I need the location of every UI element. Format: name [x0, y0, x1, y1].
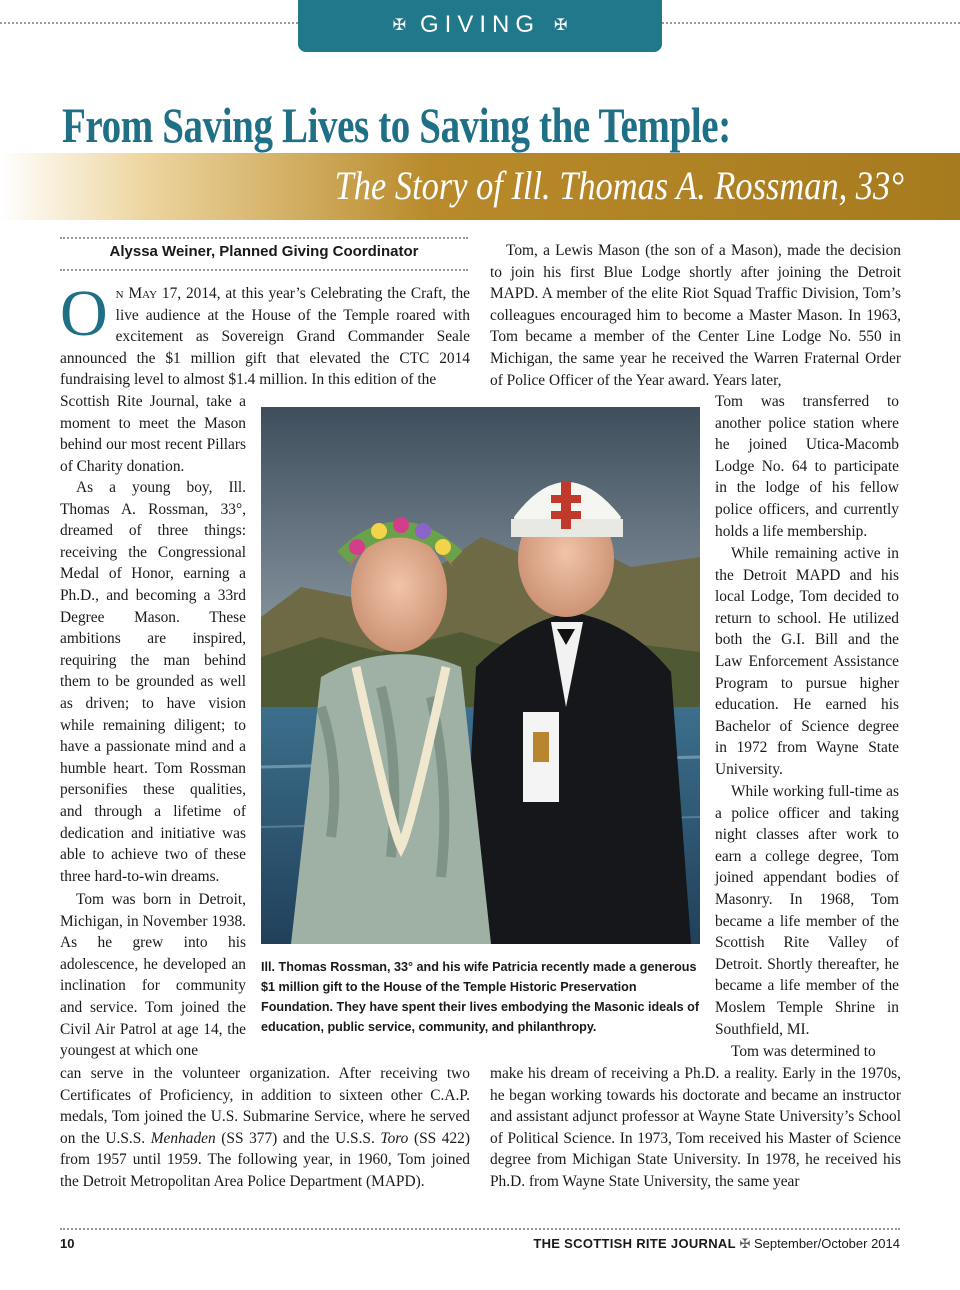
drop-cap: O — [60, 277, 108, 350]
right-narrow-2: While remaining active in the Detroit MAPD and his local Lodge, Tom decided to return to school. He utilized both the G.I. Bill and the Law Enforcement Assistance Program to pursue higher education. He earned his Bachelor of Science degree in 1972 from Wayne State University. — [715, 545, 899, 778]
footer-rule — [60, 1228, 900, 1230]
couple-photo — [261, 407, 700, 944]
left-narrow-2: As a young boy, Ill. Thomas A. Rossman, 33°, dreamed of three things: receiving the Congressional Medal of Honor, earning a Ph.D., and becoming a 33rd Degree Mason. These ambitions are inspired, requiring the man behind them to be grounded as well as driven; to have vision while remaining diligent; to have a passionate mind and a humble heart. Tom Rossman personifies these qualities, and through a lifetime of dedication and initiative was able to achieve two of these three hard-to-win dreams. — [60, 479, 246, 885]
right-narrow-1: Tom was transferred to another police station where he joined Utica-Macomb Lodge No. 64 to participate in the lodge of his fellow police officers, and currently holds a life membership. — [715, 393, 899, 540]
cross-icon: ✠ — [739, 1236, 751, 1251]
left-bottom — [60, 1063, 470, 1193]
left-narrow-3: Tom was born in Detroit, Michigan, in November 1938. As he grew into his adolescence, he developed an inclination for community and service. Tom joined the Civil Air Patrol at age 14, the youngest at which one — [60, 891, 246, 1060]
article-title: From Saving Lives to Saving the Temple: — [62, 97, 731, 153]
header-rule-left — [0, 22, 298, 24]
ship-name: Menhaden — [150, 1129, 216, 1147]
right-bottom: make his dream of receiving a Ph.D. a reality. Early in the 1970s, he began working towards his doctorate and became an instructor and assistant adjunct professor at Wayne State University’s School of Political Science. In 1973, Tom received his Master of Science degree from Michigan State University. In 1978, he received his Ph.D. from Wayne State University, the same year — [490, 1065, 901, 1190]
byline: Alyssa Weiner, Planned Giving Coordinator — [109, 243, 419, 260]
ship-name: Toro — [380, 1129, 409, 1147]
photo-illustration — [261, 407, 700, 944]
header-rule-right — [662, 22, 960, 24]
page-number: 10 — [60, 1236, 75, 1251]
left-paragraph-1 — [60, 277, 470, 391]
journal-name: THE SCOTTISH RITE JOURNAL — [533, 1236, 736, 1251]
byline-rule-bottom — [60, 269, 468, 271]
photo-caption: Ill. Thomas Rossman, 33° and his wife Patricia recently made a generous $1 million gift to the House of the Temple Historic Preservation Foundation. They have spent their lives embodying the Masonic ideals of education, public service, community, and philanthropy. — [261, 960, 700, 1034]
left-bottom-text-1: can serve in the volunteer organization. After receiving two Certificates of Proficiency, in addition to sixteen other C.A.P. medals, Tom joined the U.S. Submarine Service, where he served on the U.S.S. — [60, 1065, 470, 1147]
cross-icon: ✠ — [392, 17, 406, 34]
publication-line — [533, 1236, 900, 1252]
right-narrow-4: Tom was determined to — [731, 1043, 876, 1060]
left-paragraph-1-text: 17, 2014, at this year’s Celebrating the Craft, the live audience at the House of the Temple roared with excitement as Sovereign Grand Commander Seale announced the $1 million gift that elevated the CTC 2014 fundraising level to almost $1.4 million. In this edition of the — [60, 285, 470, 389]
right-narrow-3: While working full-time as a police officer and taking night classes after work to earn a college degree, Tom joined appendant bodies of Masonry. In 1968, Tom became a life member of the Scottish Rite Valley of Detroit. Shortly thereafter, he became a life member of the Moslem Temple Shrine in Southfield, MI. — [715, 783, 899, 1038]
left-bottom-text-2: (SS 377) and the U.S.S. — [215, 1129, 381, 1147]
byline-rule-top — [60, 237, 468, 239]
issue-date: September/October 2014 — [754, 1236, 900, 1251]
left-narrow-1: Scottish Rite Journal, take a moment to meet the Mason behind our most recent Pillars of Charity donation. — [60, 393, 246, 475]
right-top: Tom, a Lewis Mason (the son of a Mason), made the decision to join his first Blue Lodge shortly after joining the Detroit MAPD. A member of the elite Riot Squad Traffic Division, Tom’s colleagues encouraged him to become a Master Mason. In 1963, Tom became a member of the Center Line Lodge No. 550 in Michigan, the same year he received the Warren Fraternal Order of Police Officer of the Year award. Years later, — [490, 242, 901, 389]
lead-in: n May — [115, 285, 158, 302]
section-label: GIVING — [419, 11, 540, 38]
left-bottom-text-3: (SS 422) from 1957 until 1959. The following year, in 1960, Tom joined the Detroit Metropolitan Area Police Department (MAPD). — [60, 1129, 471, 1190]
cross-icon: ✠ — [554, 17, 568, 34]
section-tab — [298, 0, 662, 52]
article-subtitle: The Story of Ill. Thomas A. Rossman, 33° — [334, 163, 904, 208]
